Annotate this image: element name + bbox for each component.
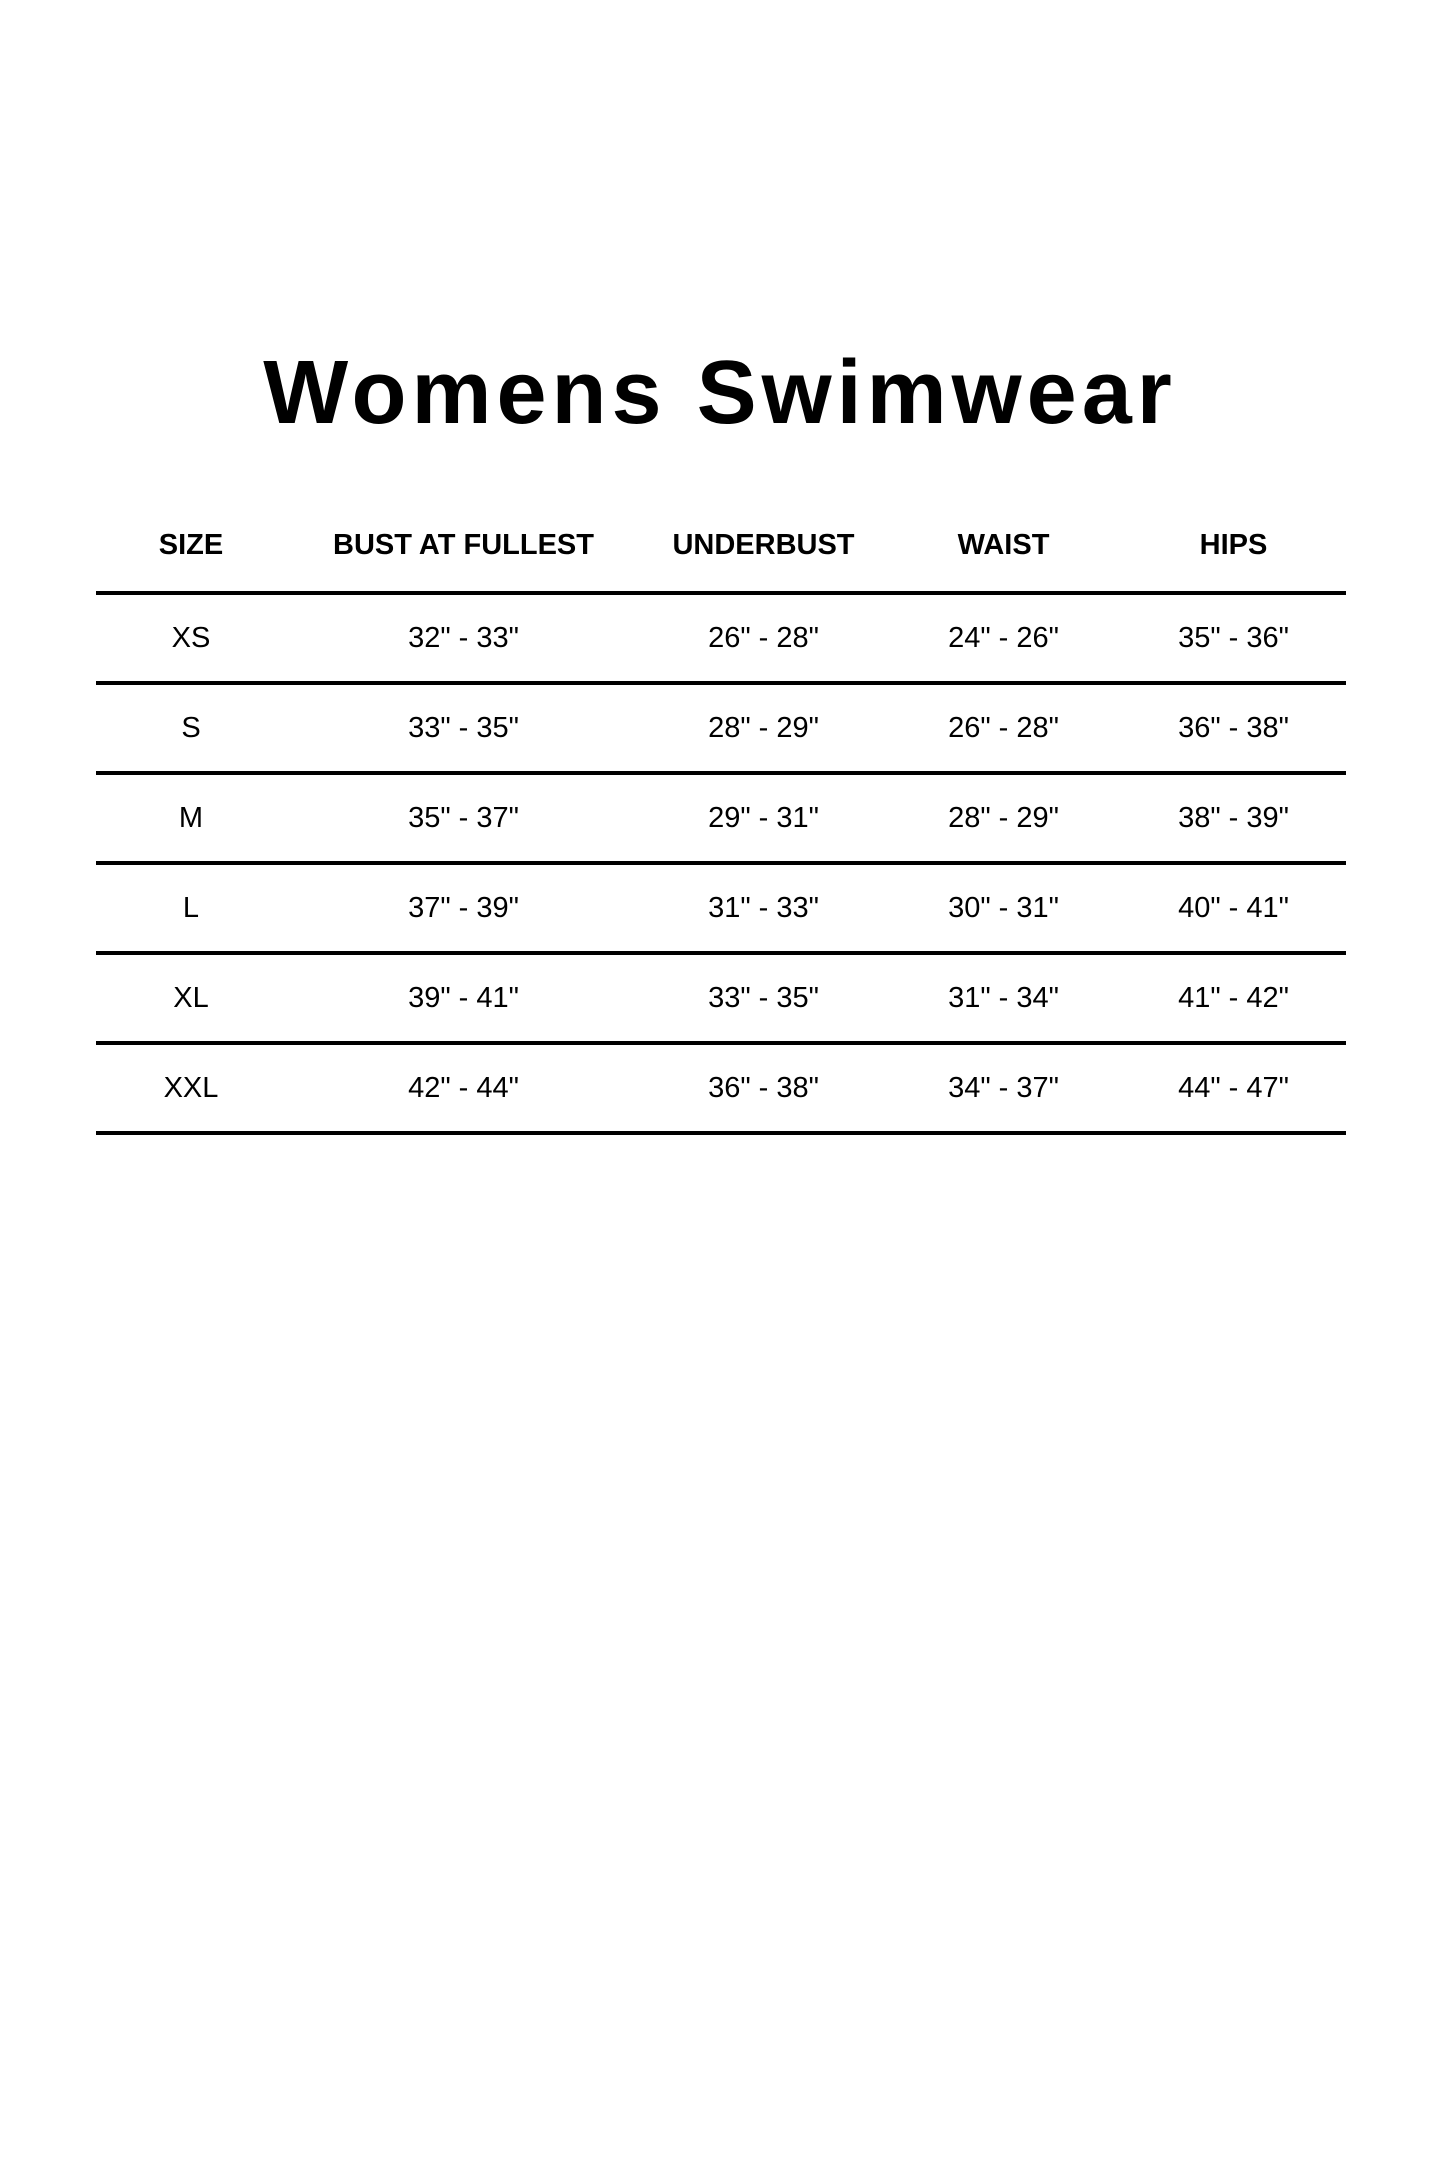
bust-cell: 35" - 37"	[286, 773, 641, 863]
bust-cell: 32" - 33"	[286, 593, 641, 683]
hips-cell: 41" - 42"	[1121, 953, 1346, 1043]
waist-cell: 26" - 28"	[886, 683, 1121, 773]
column-header-bust: BUST AT FULLEST	[286, 500, 641, 593]
hips-cell: 35" - 36"	[1121, 593, 1346, 683]
hips-cell: 36" - 38"	[1121, 683, 1346, 773]
size-cell: XS	[96, 593, 286, 683]
size-cell: XXL	[96, 1043, 286, 1133]
hips-cell: 38" - 39"	[1121, 773, 1346, 863]
bust-cell: 33" - 35"	[286, 683, 641, 773]
underbust-cell: 28" - 29"	[641, 683, 886, 773]
table-row	[96, 953, 1346, 1043]
table-row	[96, 773, 1346, 863]
size-cell: XL	[96, 953, 286, 1043]
underbust-cell: 36" - 38"	[641, 1043, 886, 1133]
size-cell: M	[96, 773, 286, 863]
table-row	[96, 593, 1346, 683]
size-cell: S	[96, 683, 286, 773]
bust-cell: 39" - 41"	[286, 953, 641, 1043]
waist-cell: 28" - 29"	[886, 773, 1121, 863]
column-header-hips: HIPS	[1121, 500, 1346, 593]
page-title: Womens Swimwear	[263, 343, 1177, 444]
column-header-waist: WAIST	[886, 500, 1121, 593]
underbust-cell: 26" - 28"	[641, 593, 886, 683]
column-header-size: SIZE	[96, 500, 286, 593]
hips-cell: 40" - 41"	[1121, 863, 1346, 953]
table-body	[96, 593, 1346, 1133]
underbust-cell: 33" - 35"	[641, 953, 886, 1043]
header-row	[96, 500, 1346, 593]
hips-cell: 44" - 47"	[1121, 1043, 1346, 1133]
waist-cell: 31" - 34"	[886, 953, 1121, 1043]
table-row	[96, 683, 1346, 773]
waist-cell: 34" - 37"	[886, 1043, 1121, 1133]
waist-cell: 30" - 31"	[886, 863, 1121, 953]
bust-cell: 37" - 39"	[286, 863, 641, 953]
size-chart-table	[96, 500, 1346, 1135]
column-header-underbust: UNDERBUST	[641, 500, 886, 593]
table-header	[96, 500, 1346, 593]
size-cell: L	[96, 863, 286, 953]
underbust-cell: 31" - 33"	[641, 863, 886, 953]
table-row	[96, 1043, 1346, 1133]
bust-cell: 42" - 44"	[286, 1043, 641, 1133]
underbust-cell: 29" - 31"	[641, 773, 886, 863]
table-row	[96, 863, 1346, 953]
waist-cell: 24" - 26"	[886, 593, 1121, 683]
